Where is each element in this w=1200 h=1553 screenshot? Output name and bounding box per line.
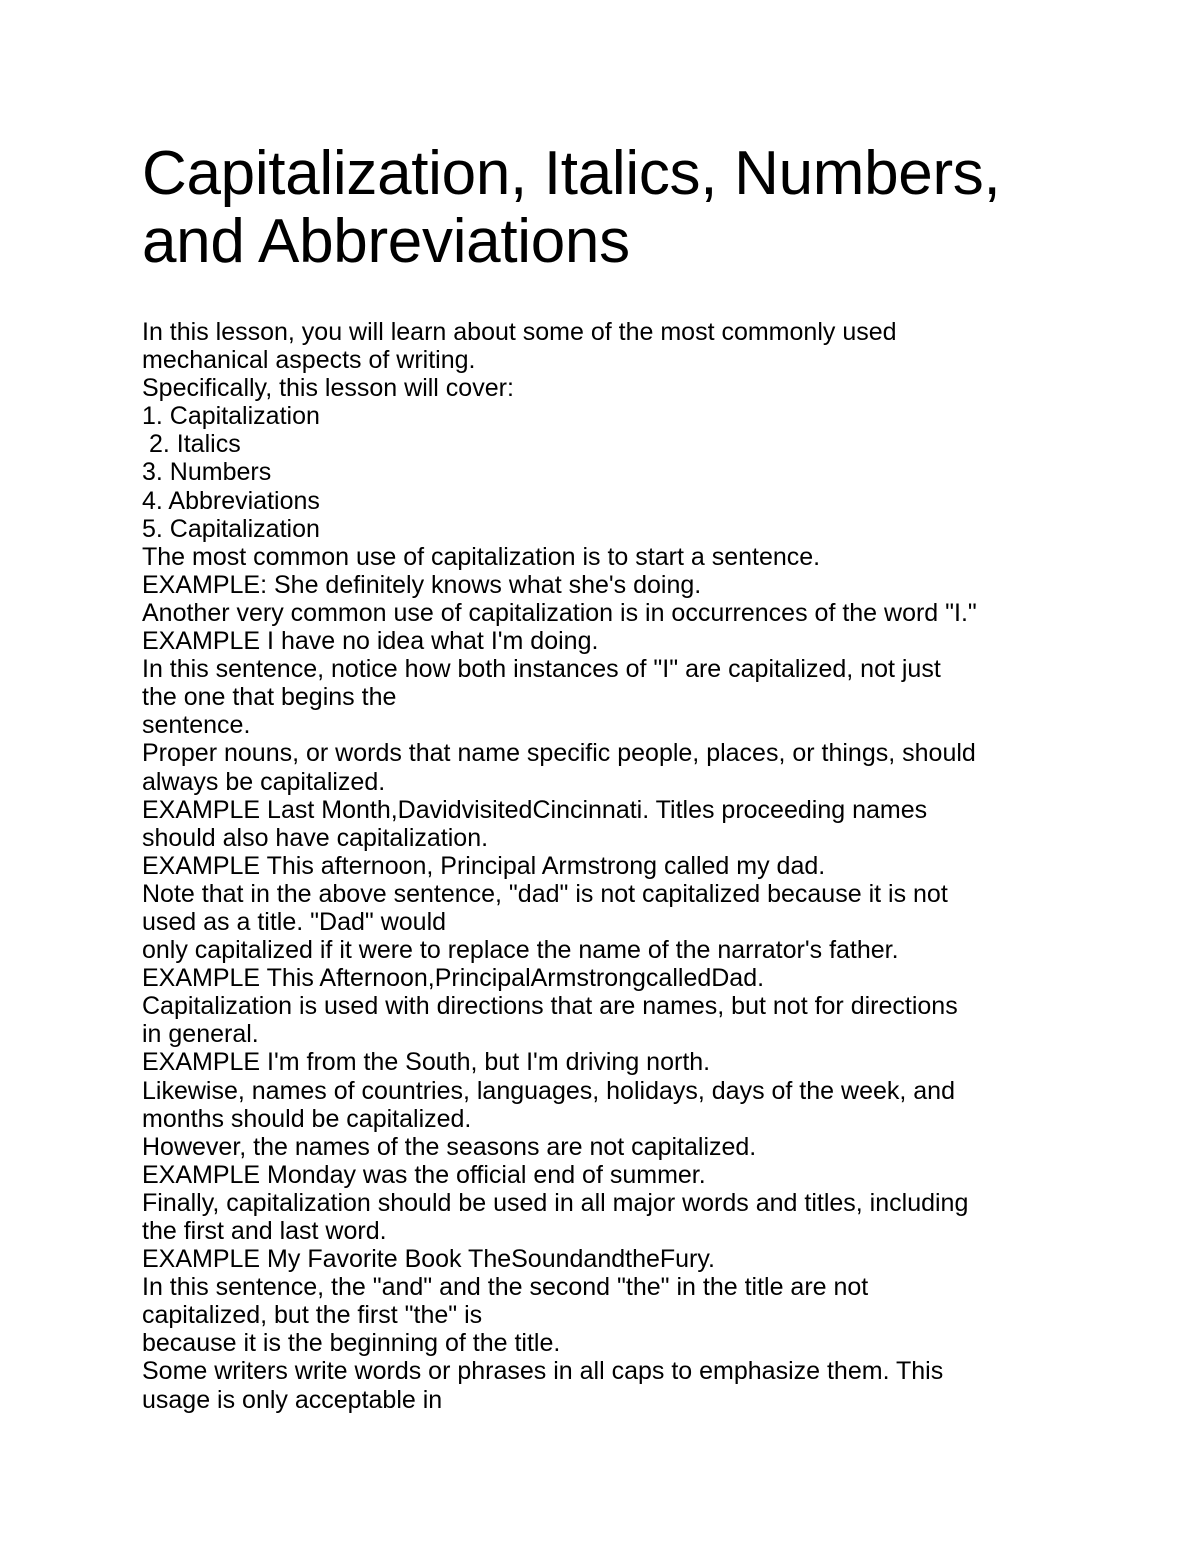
- example-line: EXAMPLE: She definitely knows what she's doing.: [142, 570, 702, 599]
- body-line: Note that in the above sentence, "dad" is not capitalized because it is not: [142, 879, 948, 908]
- body-line: in general.: [142, 1020, 259, 1049]
- body-line: should also have capitalization.: [142, 823, 489, 852]
- title-line-2: and Abbreviations: [142, 207, 630, 276]
- body-line: Some writers write words or phrases in all caps to emphasize them. This: [142, 1357, 944, 1386]
- document-body: [142, 318, 1082, 1414]
- document-title: [142, 140, 1082, 276]
- body-line: Likewise, names of countries, languages, holidays, days of the week, and: [142, 1076, 955, 1105]
- document-page: [142, 140, 1082, 1414]
- list-item-1: 1. Capitalization: [142, 402, 320, 431]
- example-line: EXAMPLE This Afternoon,PrincipalArmstrongcalledDad.: [142, 964, 765, 993]
- body-line: the one that begins the: [142, 683, 397, 712]
- body-line: used as a title. "Dad" would: [142, 907, 447, 936]
- body-line: In this sentence, notice how both instances of "I" are capitalized, not just: [142, 655, 941, 684]
- body-line: always be capitalized.: [142, 767, 386, 796]
- body-line: In this sentence, the "and" and the second "the" in the title are not: [142, 1273, 869, 1302]
- body-line: capitalized, but the first "the" is: [142, 1301, 483, 1330]
- body-line: Proper nouns, or words that name specific people, places, or things, should: [142, 739, 976, 768]
- example-line: EXAMPLE Last Month,DavidvisitedCincinnati. Titles proceeding names: [142, 795, 928, 824]
- title-line-1: Capitalization, Italics, Numbers,: [142, 139, 1001, 208]
- body-line: In this lesson, you will learn about some of the most commonly used: [142, 318, 897, 346]
- example-line: EXAMPLE My Favorite Book TheSoundandtheFury.: [142, 1245, 715, 1274]
- body-line: Finally, capitalization should be used in all major words and titles, including: [142, 1188, 969, 1217]
- body-line: Capitalization is used with directions that are names, but not for directions: [142, 992, 958, 1021]
- list-item-2: 2. Italics: [149, 430, 241, 459]
- body-line: The most common use of capitalization is to start a sentence.: [142, 542, 821, 571]
- body-line: the first and last word.: [142, 1217, 387, 1245]
- body-line: months should be capitalized.: [142, 1104, 472, 1133]
- example-line: EXAMPLE I'm from the South, but I'm driving north.: [142, 1048, 711, 1077]
- body-line: Another very common use of capitalization is in occurrences of the word "I.": [142, 598, 977, 627]
- body-line: However, the names of the seasons are not capitalized.: [142, 1132, 757, 1161]
- body-line: sentence.: [142, 711, 251, 740]
- list-item-3: 3. Numbers: [142, 458, 272, 487]
- body-line: Specifically, this lesson will cover:: [142, 374, 514, 403]
- body-line: because it is the beginning of the title.: [142, 1329, 561, 1358]
- example-line: EXAMPLE Monday was the official end of summer.: [142, 1160, 706, 1189]
- example-line: EXAMPLE This afternoon, Principal Armstrong called my dad.: [142, 851, 826, 880]
- body-line: usage is only acceptable in: [142, 1385, 443, 1414]
- list-item-4: 4. Abbreviations: [142, 486, 320, 515]
- body-line: only capitalized if it were to replace the name of the narrator's father.: [142, 936, 899, 965]
- example-line: EXAMPLE I have no idea what I'm doing.: [142, 627, 599, 656]
- body-line: mechanical aspects of writing.: [142, 346, 476, 375]
- list-item-5: 5. Capitalization: [142, 514, 320, 543]
